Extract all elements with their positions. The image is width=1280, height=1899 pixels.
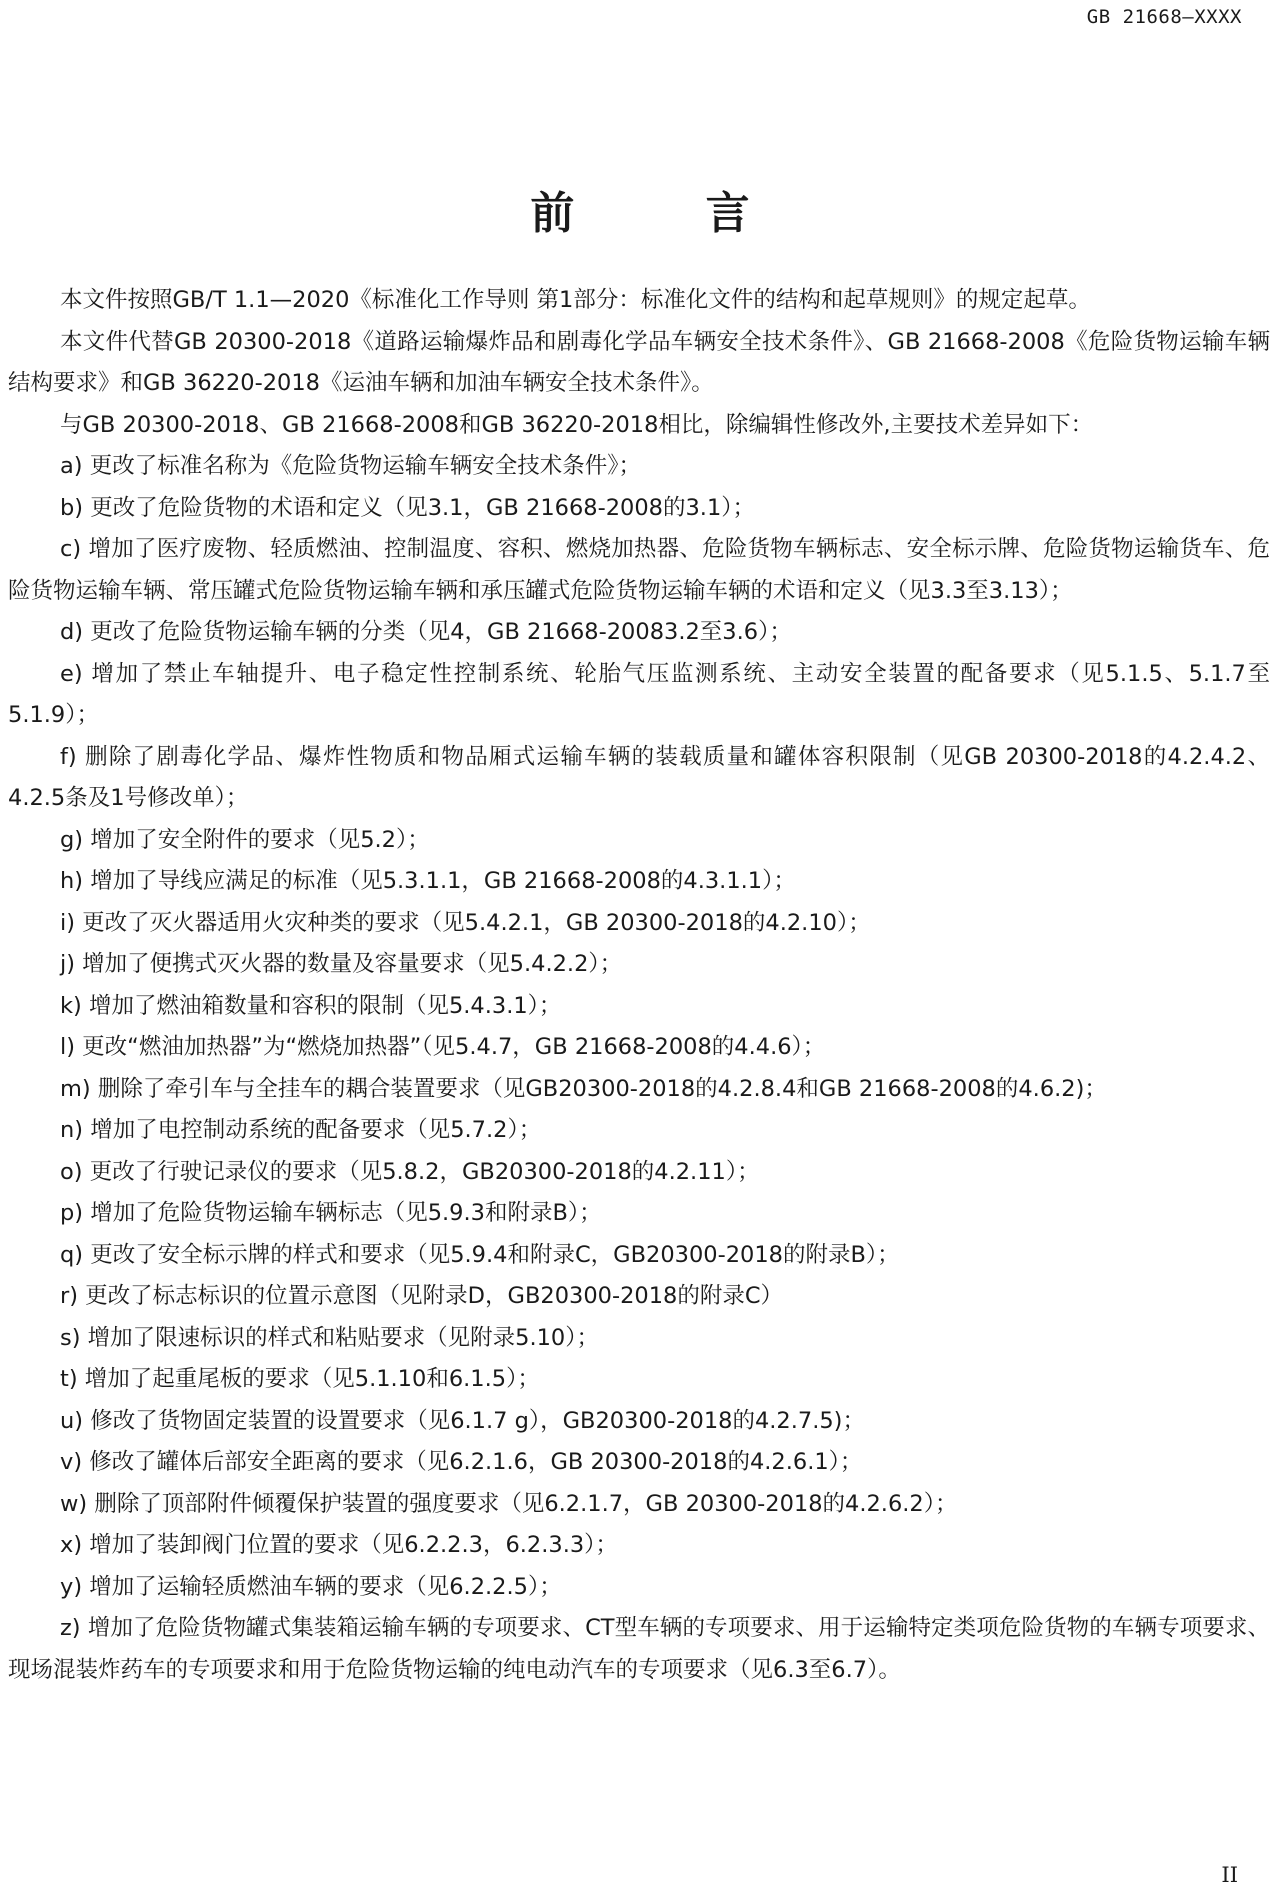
list-item: o) 更改了行驶记录仪的要求（见5.8.2，GB20300-2018的4.2.11）；: [60, 1158, 760, 1185]
list-item: r) 更改了标志标识的位置示意图（见附录D，GB20300-2018的附录C）: [60, 1283, 784, 1309]
list-item: k) 增加了燃油箱数量和容积的限制（见5.4.3.1）；: [60, 992, 562, 1019]
list-item: l) 更改“燃油加热器”为“燃烧加热器”（见5.4.7，GB 21668-2008的4.4.6）；: [60, 1034, 826, 1060]
list-item: v) 修改了罐体后部安全距离的要求（见6.2.1.6，GB 20300-2018的4.2.6.1）；: [60, 1449, 863, 1475]
paragraph-replacement: 本文件代替GB 20300-2018《道路运输爆炸品和剧毒化学品车辆安全技术条件》、GB 21668-2008《危险货物运输车辆结构要求》和GB 36220-2018《运油车辆和加油车辆安全技术条件》。: [8, 328, 1270, 396]
list-item: t) 增加了起重尾板的要求（见5.1.10和6.1.5）；: [60, 1366, 540, 1392]
list-item: e) 增加了禁止车轴提升、电子稳定性控制系统、轮胎气压监测系统、主动安全装置的配备要求（见5.1.5、5.1.7至5.1.9）；: [8, 660, 1270, 728]
list-item: n) 增加了电控制动系统的配备要求（见5.7.2）；: [60, 1117, 542, 1143]
list-item: q) 更改了安全标示牌的样式和要求（见5.9.4和附录C，GB20300-2018的附录B）；: [60, 1241, 900, 1268]
list-item: h) 增加了导线应满足的标准（见5.3.1.1，GB 21668-2008的4.3.1.1）；: [60, 868, 796, 894]
page-number: II: [1221, 1863, 1238, 1887]
list-item: a) 更改了标准名称为《危险货物运输车辆安全技术条件》；: [60, 453, 641, 479]
list-item: c) 增加了医疗废物、轻质燃油、控制温度、容积、燃烧加热器、危险货物车辆标志、安全标示牌、危险货物运输货车、危险货物运输车辆、常压罐式危险货物运输车辆和承压罐式危险货物运输车辆的术语和定义（见3.3至3.13）；: [8, 536, 1270, 604]
paragraph-differences-intro: 与GB 20300-2018、GB 21668-2008和GB 36220-2018相比，除编辑性修改外,主要技术差异如下：: [60, 411, 1094, 438]
list-item: p) 增加了危险货物运输车辆标志（见5.9.3和附录B）；: [60, 1200, 602, 1226]
page-title: 前 言: [530, 188, 808, 240]
list-item: d) 更改了危险货物运输车辆的分类（见4，GB 21668-20083.2至3.6）；: [60, 619, 792, 645]
list-item: s) 增加了限速标识的样式和粘贴要求（见附录5.10）；: [60, 1324, 600, 1351]
list-item: i) 更改了灭火器适用火灾种类的要求（见5.4.2.1，GB 20300-2018的4.2.10）；: [60, 909, 871, 936]
standard-code: GB 21668—XXXX: [1086, 6, 1242, 28]
list-item: b) 更改了危险货物的术语和定义（见3.1，GB 21668-2008的3.1）；: [60, 494, 756, 521]
list-item: u) 修改了货物固定装置的设置要求（见6.1.7 g），GB20300-2018的4.2.7.5)；: [60, 1407, 865, 1434]
list-item: g) 增加了安全附件的要求（见5.2）；: [60, 826, 430, 853]
list-item: x) 增加了装卸阀门位置的要求（见6.2.2.3，6.2.3.3）；: [60, 1532, 618, 1558]
list-item: y) 增加了运输轻质燃油车辆的要求（见6.2.2.5）；: [60, 1573, 562, 1600]
list-item: z) 增加了危险货物罐式集装箱运输车辆的专项要求、CT型车辆的专项要求、用于运输特定类项危险货物的车辆专项要求、现场混装炸药车的专项要求和用于危险货物运输的纯电动汽车的专项要求（见6.3至6.7）。: [8, 1615, 1270, 1683]
list-item: w) 删除了顶部附件倾覆保护装置的强度要求（见6.2.1.7，GB 20300-2018的4.2.6.2）；: [60, 1490, 958, 1517]
paragraph-drafting-basis: 本文件按照GB/T 1.1—2020《标准化工作导则 第1部分：标准化文件的结构和起草规则》的规定起草。: [60, 287, 1091, 313]
list-item: m) 删除了牵引车与全挂车的耦合装置要求（见GB20300-2018的4.2.8.4和GB 21668-2008的4.6.2)；: [60, 1075, 1107, 1102]
list-item: f) 删除了剧毒化学品、爆炸性物质和物品厢式运输车辆的装载质量和罐体容积限制（见GB 20300-2018的4.2.4.2、4.2.5条及1号修改单）；: [8, 743, 1270, 811]
document-body: [8, 280, 1270, 1691]
differences-list: [8, 446, 1270, 1691]
list-item: j) 增加了便携式灭火器的数量及容量要求（见5.4.2.2）；: [60, 951, 623, 977]
